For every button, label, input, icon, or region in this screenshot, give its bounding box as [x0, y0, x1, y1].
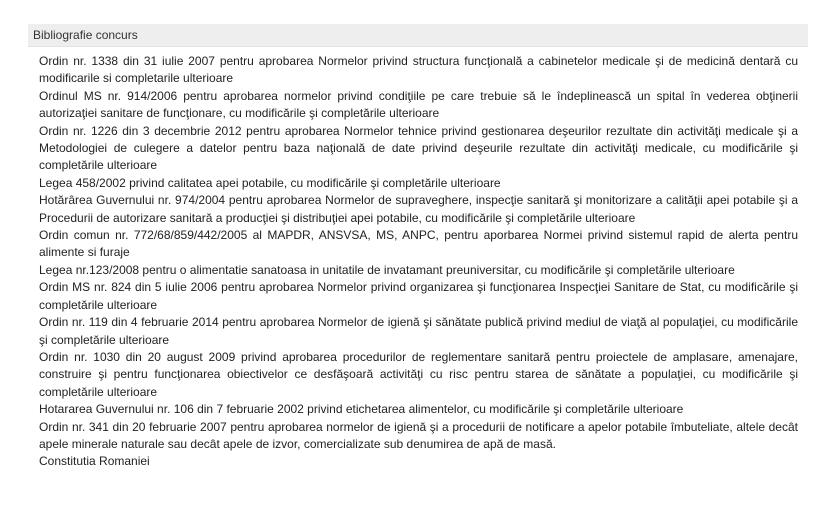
- bibliography-item: Ordin nr. 119 din 4 februarie 2014 pentru aprobarea Normelor de igienă şi sănătate publică privind mediul de viaţă al populaţiei, cu modificările şi completările ulterioare: [39, 315, 798, 347]
- bibliography-item: Ordin nr. 1030 din 20 august 2009 privind aprobarea procedurilor de reglementare sanitară pentru proiectele de amplasare, amenajare, construire şi pentru funcţionarea obiectivelor ce desfăşoară activităţi cu risc pentru starea de sănătate a populaţiei, cu modificările şi completările ulterioare: [39, 349, 798, 399]
- bibliography-item: Ordin nr. 1226 din 3 decembrie 2012 pentru aprobarea Normelor tehnice privind gestionarea deşeurilor rezultate din activităţi medicale şi a Metodologiei de culegere a datelor pentru baza naţională de date privind deşeurile rezultate din activităţi medicale, cu modificările şi completările ulterioare: [39, 123, 798, 173]
- bibliography-panel: [28, 24, 808, 508]
- bibliography-item: Hotărârea Guvernului nr. 974/2004 pentru aprobarea Normelor de supraveghere, inspecţie sanitară şi monitorizare a calităţii apei potabile şi a Procedurii de autorizare sanitară a producţiei şi distribuţiei apei potabile, cu modificările şi completările ulterioare: [39, 193, 798, 225]
- bibliography-item: Ordinul MS nr. 914/2006 pentru aprobarea normelor privind condiţiile pe care trebuie să le îndeplinească un spital în vederea obţinerii autorizaţiei sanitare de funcţionare, cu modificările şi completările ulterioare: [39, 88, 798, 121]
- bibliography-item: Ordin comun nr. 772/68/859/442/2005 al MAPDR, ANSVSA, MS, ANPC, pentru aporbarea Normei privind sistemul rapid de alerta pentru alimente si furaje: [39, 228, 798, 260]
- bibliography-item: Ordin nr. 341 din 20 februarie 2007 pentru aprobarea normelor de igienă şi a procedurii de notificare a apelor potabile îmbuteliate, altele decât apele minerale naturale sau decât apele de izvor, comercializate sub denumirea de apă de masă.: [39, 419, 798, 451]
- bibliography-item: Constitutia Romaniei: [39, 454, 150, 469]
- bibliography-item: Legea nr.123/2008 pentru o alimentatie sanatoasa in unitatile de invatamant preuniversitar, cu modificările şi completările ulterioare: [39, 262, 735, 277]
- bibliography-item: Ordin MS nr. 824 din 5 iulie 2006 pentru aprobarea Normelor privind organizarea şi funcţionarea Inspecţiei Sanitare de Stat, cu modificările şi completările ulterioare: [39, 280, 798, 312]
- bibliography-list: [28, 47, 808, 471]
- bibliography-item: Legea 458/2002 privind calitatea apei potabile, cu modificările şi completările ulterioare: [39, 175, 501, 190]
- bibliography-item: Hotararea Guvernului nr. 106 din 7 februarie 2002 privind etichetarea alimentelor, cu modificările şi completările ulterioare: [39, 402, 684, 417]
- section-title: Bibliografie concurs: [28, 24, 808, 47]
- bibliography-item: Ordin nr. 1338 din 31 iulie 2007 pentru aprobarea Normelor privind structura funcţională a cabinetelor medicale şi de medicină dentară cu modificarile si completarile ulterioare: [39, 54, 798, 86]
